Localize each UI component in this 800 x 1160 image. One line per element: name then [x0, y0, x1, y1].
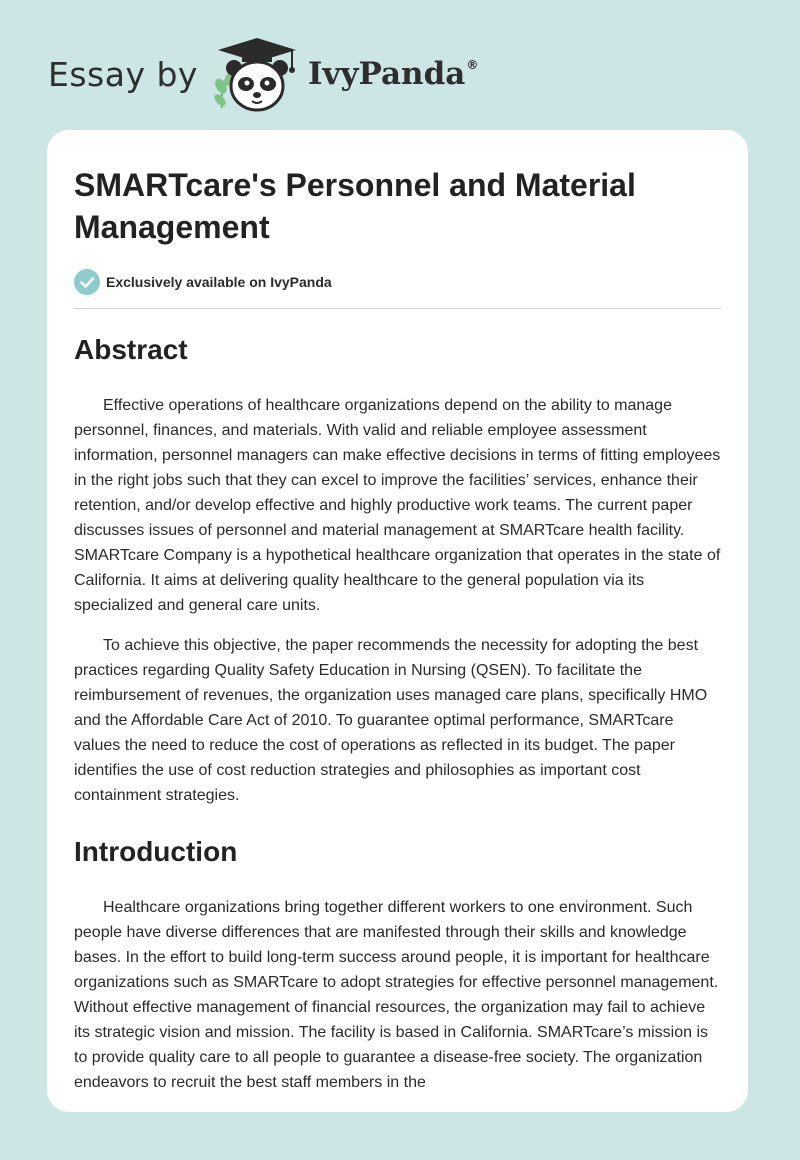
check-circle-icon	[74, 269, 100, 295]
introduction-paragraph-1: Healthcare organizations bring together different workers to one environment. Such people have diverse differences that are manifested through their skills and knowledge bases. In the effort to build long-term success around people, it is important for healthcare organizations such as SMARTcare to adopt strategies for effective personnel management. Without effective management of financial resources, the organization may fail to achieve its strategic vision and mission. The facility is based in California. SMARTcare’s mission is to provide quality care to all people to guarantee a disease-free society. The organization endeavors to recruit the best staff members in the	[74, 899, 719, 1091]
title-divider	[74, 308, 721, 309]
brand-name: IvyPanda	[307, 56, 466, 92]
panda-graduate-logo-icon	[212, 34, 302, 114]
essay-card	[47, 130, 748, 1112]
site-header-brand[interactable]	[48, 34, 478, 114]
registered-mark: ®	[466, 58, 479, 72]
section-heading-introduction: Introduction	[74, 836, 238, 867]
section-heading-abstract: Abstract	[74, 334, 188, 365]
exclusive-badge	[74, 268, 721, 296]
essay-by-label: Essay by	[48, 54, 198, 94]
abstract-paragraph-1: Effective operations of healthcare organizations depend on the ability to manage personnel, finances, and materials. With valid and reliable employee assessment information, personnel managers can make effective decisions in terms of fitting employees in the right jobs such that they can excel to improve the facilities’ services, enhance their retention, and/or develop effective and highly productive work teams. The current paper discusses issues of personnel and material management at SMARTcare health facility. SMARTcare Company is a hypothetical healthcare organization that operates in the state of California. It aims at delivering quality healthcare to the general population via its specialized and general care units.	[74, 397, 721, 614]
abstract-paragraph-2: To achieve this objective, the paper recommends the necessity for adopting the best practices regarding Quality Safety Education in Nursing (QSEN). To facilitate the reimbursement of revenues, the organization uses managed care plans, specifically HMO and the Affordable Care Act of 2010. To guarantee optimal performance, SMARTcare values the need to reduce the cost of operations as reflected in its budget. The paper identifies the use of cost reduction strategies and philosophies as important cost containment strategies.	[74, 637, 708, 804]
essay-title: SMARTcare's Personnel and Material Management	[74, 167, 636, 245]
exclusive-badge-label: Exclusively available on IvyPanda	[106, 274, 332, 290]
